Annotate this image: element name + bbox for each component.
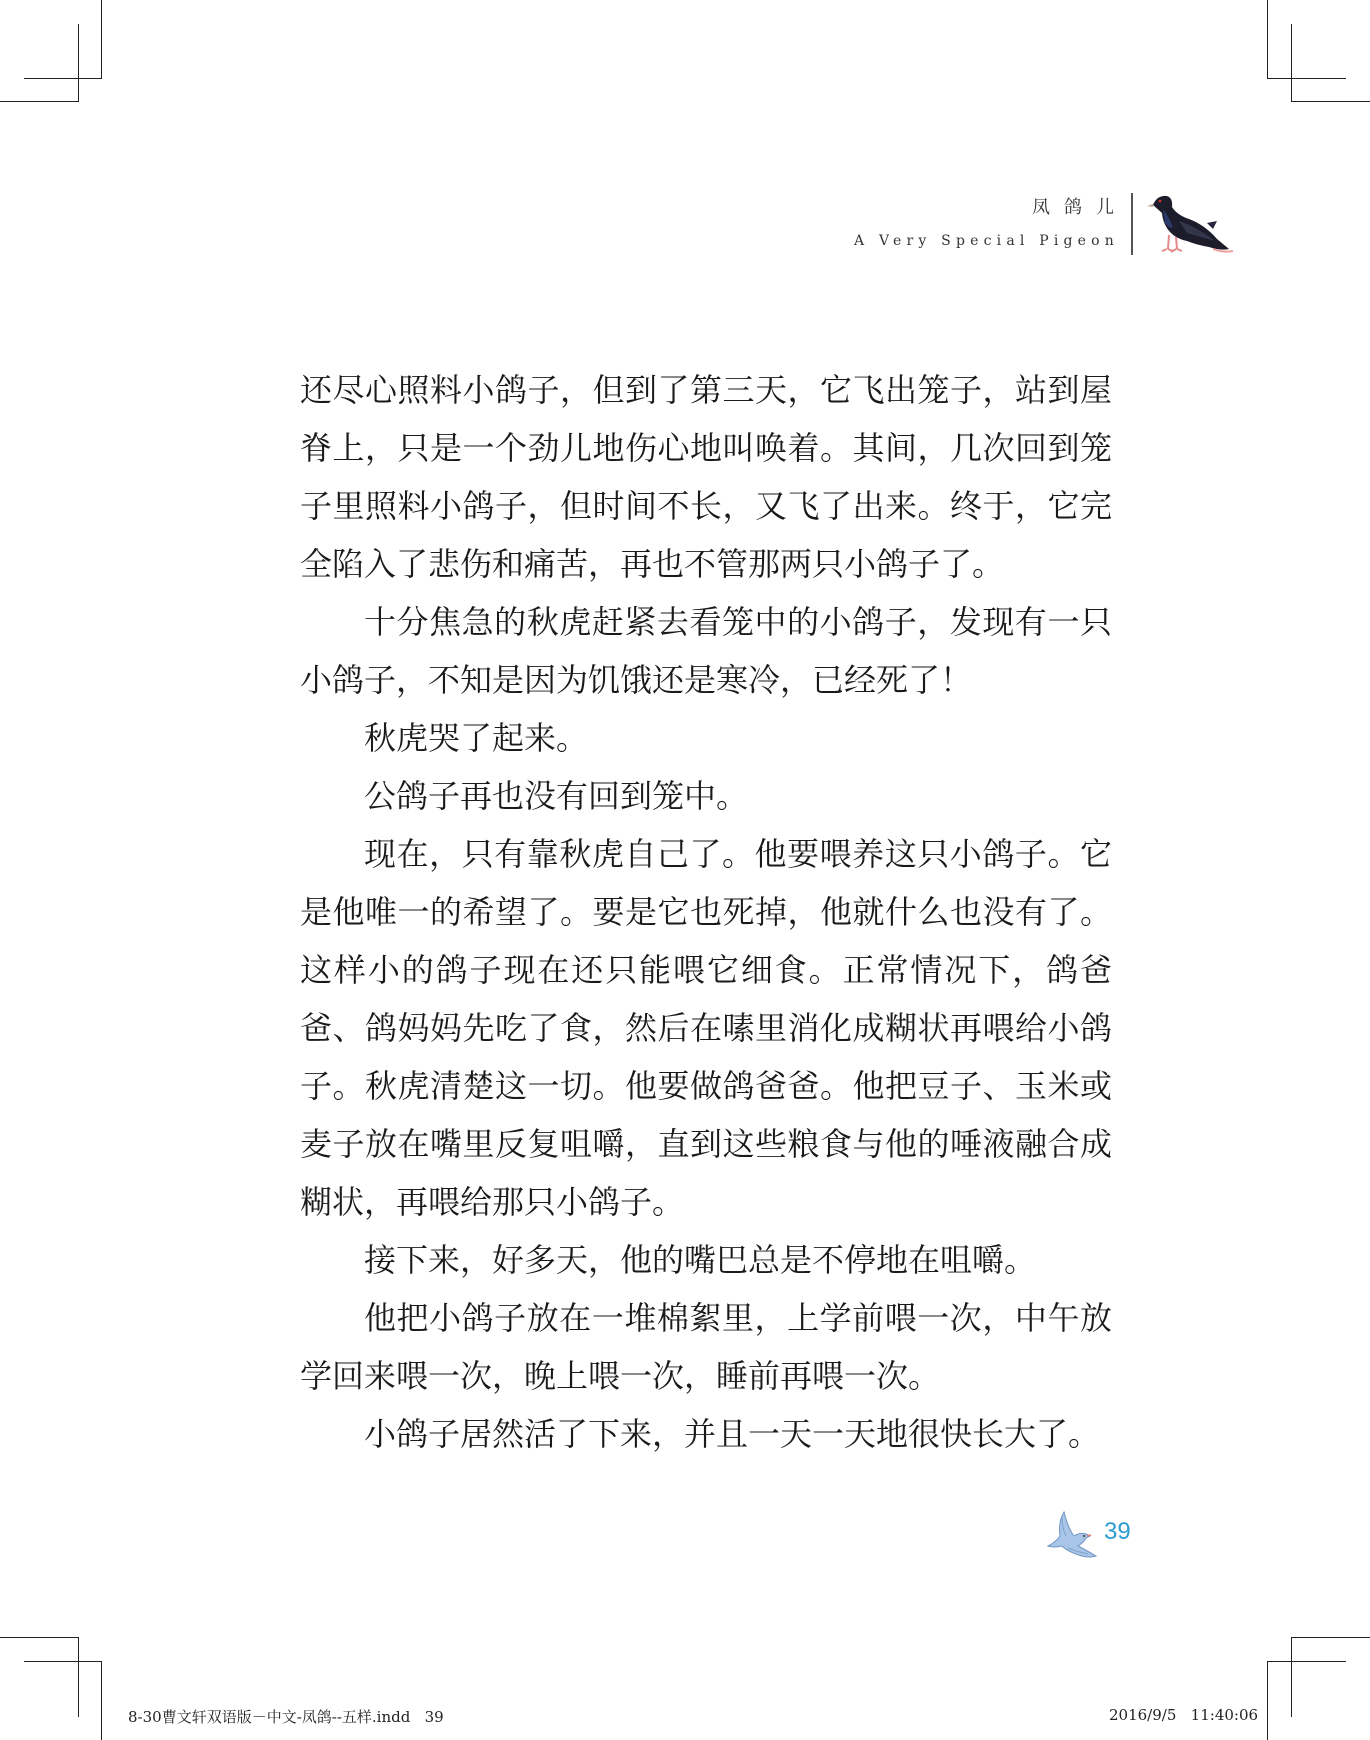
crop-mark	[78, 24, 79, 102]
crop-mark	[24, 78, 102, 79]
crop-mark	[0, 1637, 79, 1638]
crop-mark	[101, 0, 102, 79]
paragraph: 小鸽子居然活了下来，并且一天一天地很快长大了。	[364, 1415, 1101, 1453]
running-head-divider	[1131, 193, 1133, 255]
crop-mark	[1291, 1637, 1370, 1638]
paragraph: 秋虎哭了起来。	[364, 719, 589, 757]
running-head-title-en: A Very Special Pigeon	[854, 233, 1119, 249]
crop-mark	[1291, 1637, 1292, 1717]
body-text	[300, 361, 1112, 1463]
crop-mark	[1267, 1661, 1346, 1662]
slug-timestamp: 2016/9/5 11:40:06	[1109, 1706, 1259, 1724]
slug-file-label: 8-30曹文轩双语版－中文-凤鸽--五样.indd 39	[128, 1708, 444, 1726]
crop-mark	[101, 1661, 102, 1740]
crop-mark	[1291, 101, 1370, 102]
paragraph: 十分焦急的秋虎赶紧去看笼中的小鸽子，发现有一只小鸽子，不知是因为饥饿还是寒冷，已经死了！	[300, 603, 1112, 699]
page-folio	[1042, 1508, 1152, 1568]
paragraph: 接下来，好多天，他的嘴巴总是不停地在咀嚼。	[364, 1241, 1037, 1279]
crop-mark	[1267, 1661, 1268, 1740]
paragraph: 还尽心照料小鸽子，但到了第三天，它飞出笼子，站到屋脊上，只是一个劲儿地伤心地叫唤着。其间，几次回到笼子里照料小鸽子，但时间不长，又飞了出来。终于，它完全陷入了悲伤和痛苦，再也不管那两只小鸽子了。	[300, 371, 1112, 583]
crop-mark	[24, 1661, 102, 1662]
running-head	[854, 196, 1128, 250]
crop-mark	[1291, 24, 1292, 102]
crop-mark	[78, 1637, 79, 1717]
running-head-title-cn: 凤鸽儿	[1032, 197, 1128, 218]
crop-mark	[1267, 78, 1346, 79]
paragraph: 现在，只有靠秋虎自己了。他要喂养这只小鸽子。它是他唯一的希望了。要是它也死掉，他就什么也没有了。这样小的鸽子现在还只能喂它细食。正常情况下，鸽爸爸、鸽妈妈先吃了食，然后在嗉里消化成糊状再喂给小鸽子。秋虎清楚这一切。他要做鸽爸爸。他把豆子、玉米或麦子放在嘴里反复咀嚼，直到这些粮食与他的唾液融合成糊状，再喂给那只小鸽子。	[300, 835, 1112, 1221]
crop-mark	[1267, 0, 1268, 79]
crop-mark	[0, 101, 79, 102]
paragraph: 他把小鸽子放在一堆棉絮里，上学前喂一次，中午放学回来喂一次，晚上喂一次，睡前再喂一次。	[300, 1299, 1112, 1395]
flying-dove-icon	[1042, 1508, 1098, 1562]
paragraph: 公鸽子再也没有回到笼中。	[364, 777, 749, 815]
page-number: 39	[1104, 1518, 1131, 1545]
pigeon-illustration-icon	[1143, 187, 1235, 263]
